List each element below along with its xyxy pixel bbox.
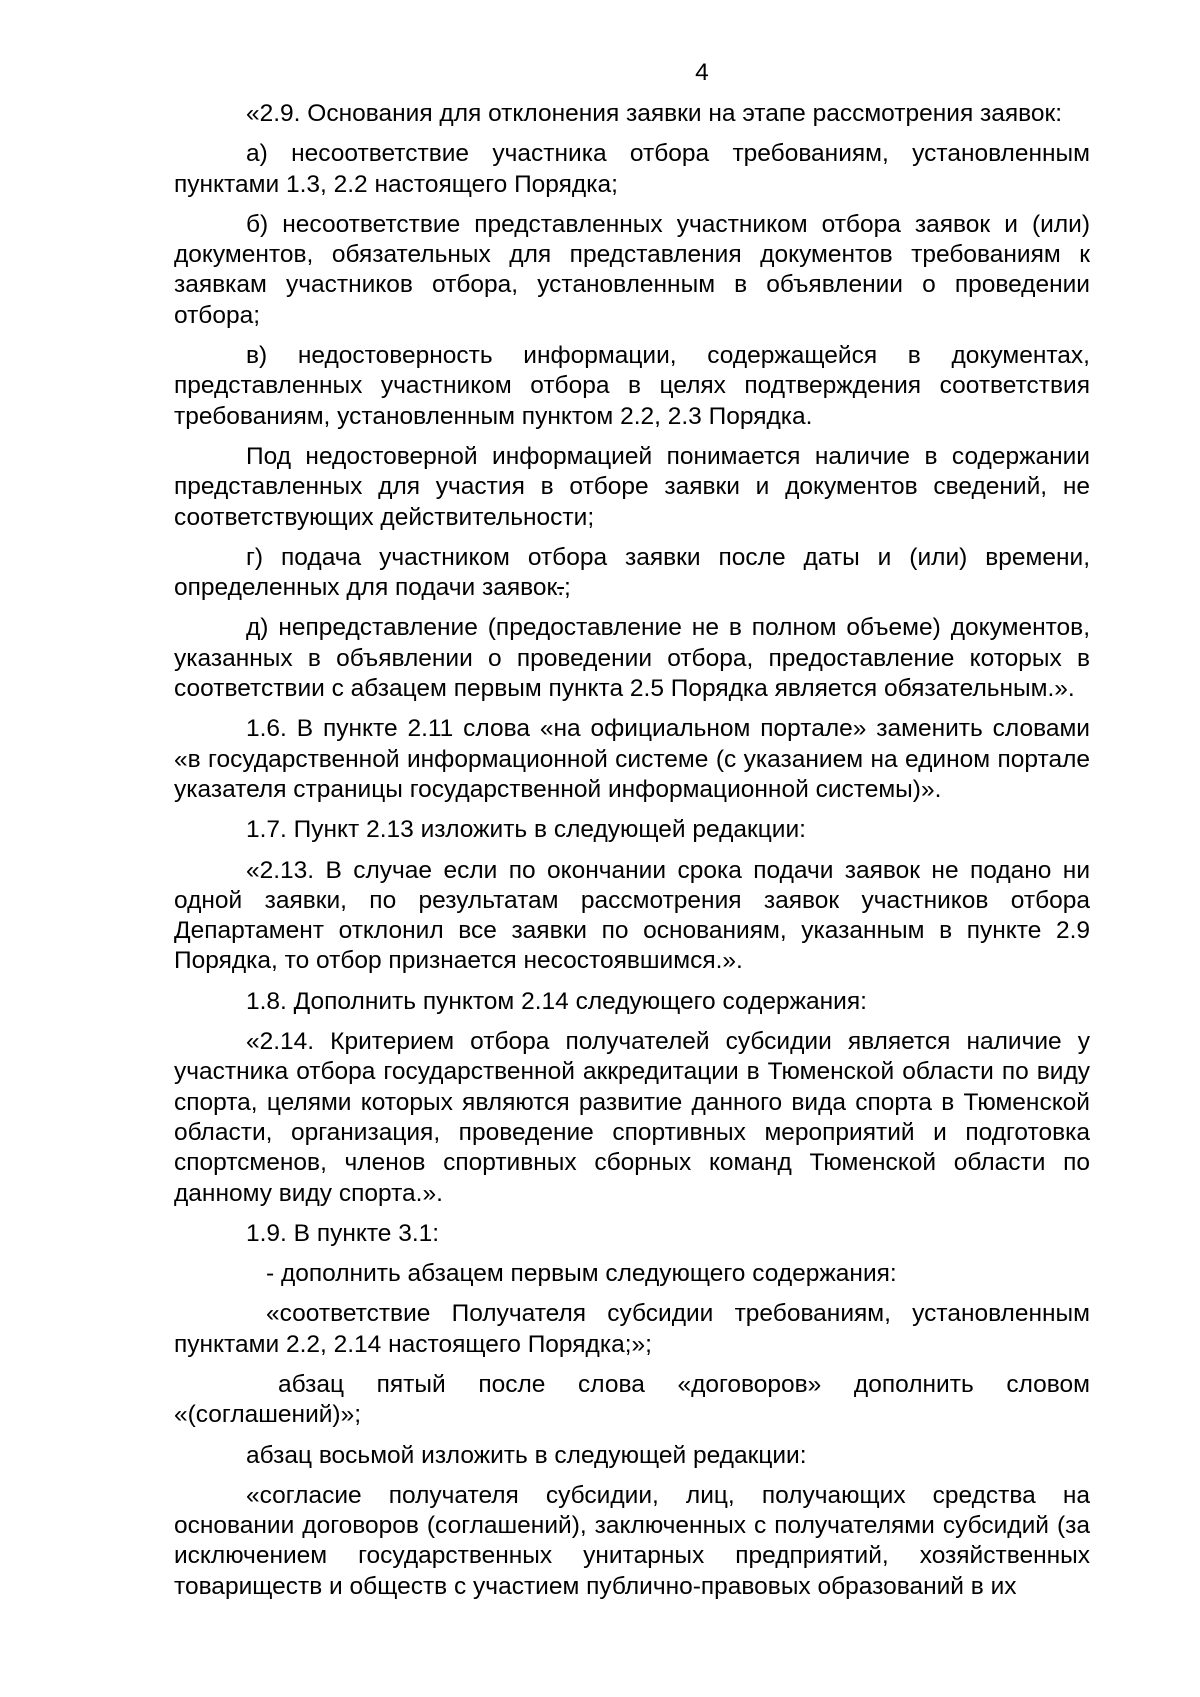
paragraph-abzac-8: абзац восьмой изложить в следующей редакции: (246, 1441, 807, 1469)
paragraph-1-9-dash: - дополнить абзацем первым следующего содержания: (266, 1260, 897, 1288)
paragraph-2-9-v: в) недостоверность информации, содержащейся в документах, представленных участником отбора в целях подтверждения соответствия требованиям, установленным пунктом 2.2, 2.3 Порядка. (174, 342, 1090, 430)
paragraph-definition: Под недостоверной информацией понимается наличие в содержании представленных для участия в отборе заявки и документов сведений, не соответствующих действительности; (174, 442, 1090, 531)
paragraph-2-9-b: б) несоответствие представленных участником отбора заявок и (или) документов, обязательных для представления документов требованиям к заявкам участников отбора, установленным в объявлении о проведении отбора; (174, 210, 1090, 329)
page-number: 4 (695, 59, 709, 86)
paragraph-1-8: 1.8. Дополнить пунктом 2.14 следующего содержания: (246, 987, 867, 1015)
paragraph-1-9-quote: «соответствие Получателя субсидии требованиям, установленным пунктами 2.2, 2.14 настоящего Порядка;»; (174, 1300, 1090, 1358)
paragraph-consent: «согласие получателя субсидии, лиц, получающих средства на основании договоров (соглашений), заключенных с получателями субсидий (за исключением государственных унитарных предприятий, хозяйственных товариществ и обществ с участием публично-правовых образований в их (174, 1481, 1090, 1600)
paragraph-2-9-a: а) несоответствие участника отбора требованиям, установленным пунктами 1.3, 2.2 настоящего Порядка; (174, 140, 1090, 198)
paragraph-2-14: «2.14. Критерием отбора получателей субсидии является наличие у участника отбора государственной аккредитации в Тюменской области по виду спорта, целями которых являются развитие данного вида спорта в Тюменской области, организация, проведение спортивных мероприятий и подготовка спортсменов, членов спортивных сборных команд Тюменской области по данному виду спорта.». (174, 1028, 1090, 1207)
paragraph-2-9-g-text: г) подача участником отбора заявки после даты и (или) времени, определенных для подачи заявок (174, 543, 1090, 602)
paragraph-2-9-g (174, 543, 1090, 604)
paragraph-1-9: 1.9. В пункте 3.1: (246, 1219, 440, 1247)
paragraph-1-7: 1.7. Пункт 2.13 изложить в следующей редакции: (246, 816, 806, 844)
paragraph-2-9-heading: «2.9. Основания для отклонения заявки на этапе рассмотрения заявок: (246, 100, 1063, 127)
paragraph-2-13: «2.13. В случае если по окончании срока подачи заявок не подано ни одной заявки, по результатам рассмотрения заявок участников отбора Департамент отклонил все заявки по основаниям, указанным в пункте 2.9 Порядка, то отбор признается несостоявшимся.». (174, 856, 1090, 975)
struck-period: . (557, 574, 565, 602)
document-body (174, 99, 1090, 1602)
paragraph-2-9-g-end: ; (564, 574, 571, 602)
paragraph-1-6: 1.6. В пункте 2.11 слова «на официальном портале» заменить словами «в государственной информационной системе (с указанием на едином портале указателя страницы государственной информационной системы)». (174, 715, 1090, 803)
paragraph-2-9-d: д) непредставление (предоставление не в полном объеме) документов, указанных в объявлении о проведении отбора, предоставление которых в соответствии с абзацем первым пункта 2.5 Порядка является обязательным.». (174, 614, 1090, 703)
paragraph-abzac-5: абзац пятый после слова «договоров» дополнить словом «(соглашений)»; (174, 1370, 1090, 1429)
